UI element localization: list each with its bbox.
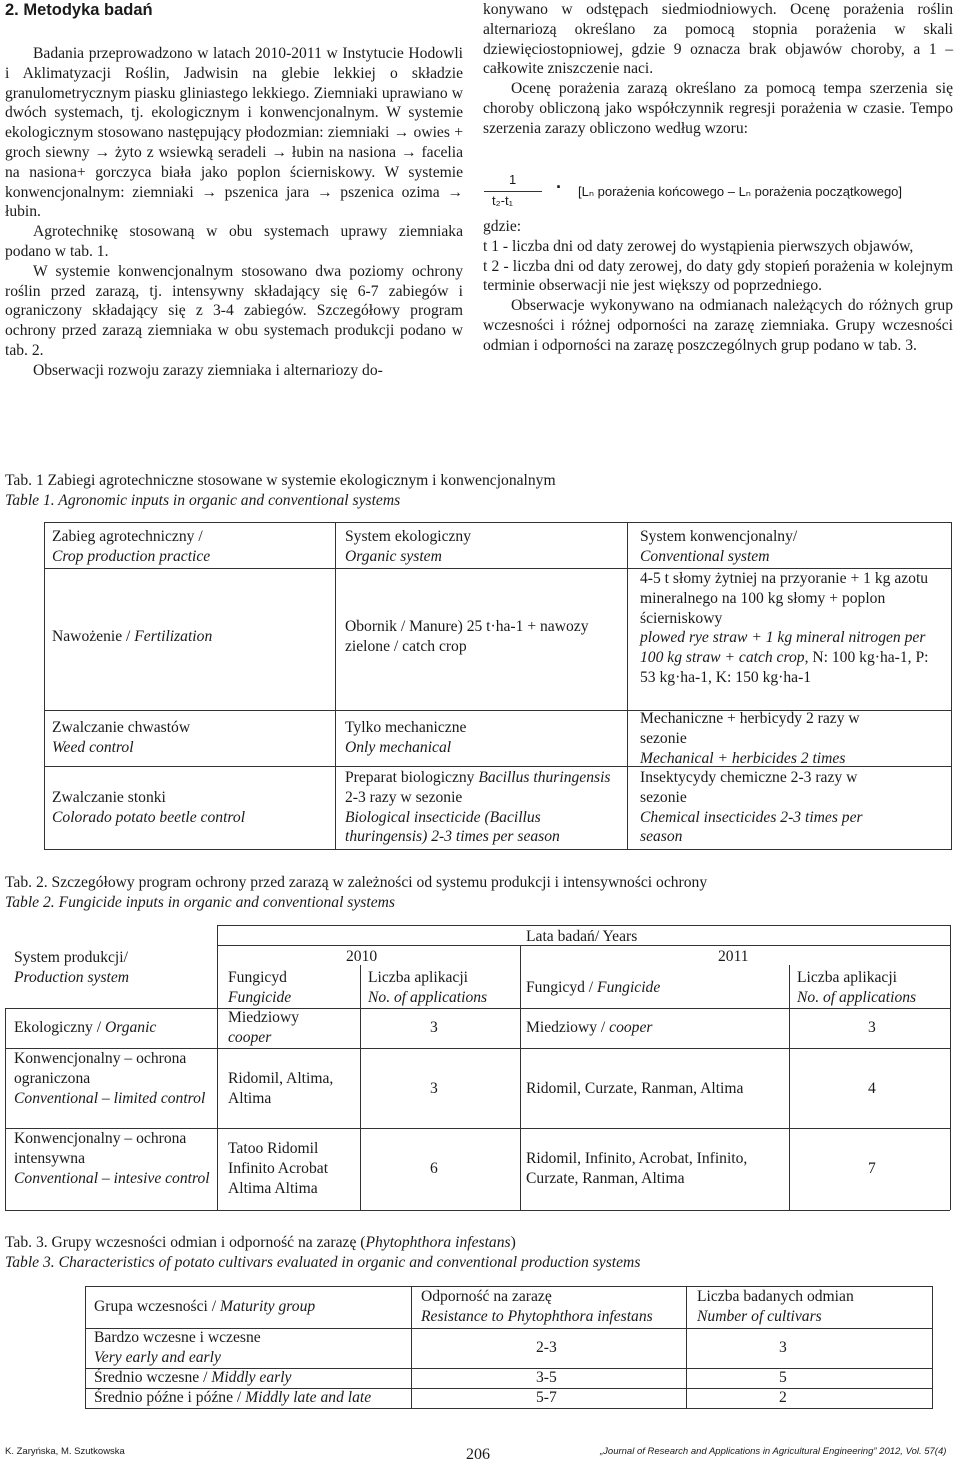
- tab2-row2-system: Konwencjonalny – ochrona ograniczona Conventional – limited control: [14, 1050, 206, 1107]
- tab1-fert-label: Nawożenie / Fertilization: [52, 628, 213, 645]
- tab1-caption-en: Table 1. Agronomic inputs in organic and conventional systems: [5, 491, 401, 509]
- tab1-fert-conv-npk: , N: 100 kg·ha-1, P: 53 kg·ha-1, K: 150 kg·ha-1: [640, 649, 929, 686]
- tab2-header-apps-2011: Liczba aplikacji No. of applications: [797, 969, 917, 1006]
- tab2-row3-apps-2010: 6: [430, 1160, 438, 1177]
- t2-definition: t 2 - liczba dni od daty zerowej, do daty gdy stopień porażenia w kolejnym terminie obserwacji nie jest większy od poprzedniego.: [483, 257, 953, 295]
- formula: [484, 172, 954, 212]
- tab3-row1-count: 3: [779, 1339, 787, 1356]
- tab1-h2-en: Organic system: [345, 547, 442, 565]
- tab3-row1-group: Bardzo wczesne i wczesne Very early and early: [94, 1329, 261, 1366]
- tab1-beetle-organic: Preparat biologiczny Bacillus thuringensis 2-3 razy w sezonie Biological insecticide (Bacillus thuringensis) 2-3 times per season: [345, 769, 611, 846]
- tab2-row3-apps-2011: 7: [868, 1160, 876, 1177]
- footer-journal: „Journal of Research and Applications in Agricultural Engineering” 2012, Vol. 57(4): [600, 1446, 947, 1457]
- paragraph-protection: W systemie konwencjonalnym stosowano dwa poziomy ochrony roślin przed zarazą, tj. intensywny składający się 6-7 zabiegów i ograniczony składający się z 3-4 zabiegów. Szczegółowy program ochrony przed zarazą ziemniaka w obu systemach produkcji podano w tab. 2.: [5, 262, 463, 359]
- tab1-fert-conventional: [640, 569, 940, 688]
- left-column: [5, 44, 463, 381]
- tab2-row2-fungicide-2011: Ridomil, Curzate, Ranman, Altima: [526, 1080, 744, 1097]
- tab2-row1-apps-2011: 3: [868, 1019, 876, 1036]
- tab1-fert-conv-en: plowed rye straw + 1 kg mineral nitrogen per 100 kg straw + catch crop: [640, 629, 926, 667]
- tab1-caption-pl: Tab. 1 Zabiegi agrotechniczne stosowane w systemie ekologicznym i konwencjonalnym: [5, 472, 556, 489]
- paragraph-blight-rate: Ocenę porażenia zarazą określano za pomocą tempa szerzenia się choroby obliczoną jako współczynnik regresji porażenia w czasie. Tempo szerzenia zarazy obliczono według wzoru:: [483, 80, 953, 137]
- footer-page-number: 206: [466, 1446, 490, 1463]
- tab2-row2-apps-2010: 3: [430, 1080, 438, 1097]
- tab2-caption-pl: Tab. 2. Szczegółowy program ochrony przed zarazą w zależności od systemu produkcji i intensywności ochrony: [5, 874, 708, 891]
- gdzie-label: gdzie:: [483, 218, 522, 235]
- tab3-header-resistance: Odporność na zarazę Resistance to Phytophthora infestans: [421, 1288, 653, 1325]
- tab2-row1-fungicide-2010: Miedziowy cooper: [228, 1009, 300, 1046]
- tab1-h3-en: Conventional system: [640, 547, 770, 565]
- tab1-h1-en: Crop production practice: [52, 547, 211, 565]
- tab3-row2-group: Średnio wczesne / Middly early: [94, 1369, 292, 1386]
- tab1-weed-organic: Tylko mechaniczne Only mechanical: [345, 719, 467, 756]
- tab1-beetle-conventional: Insektycydy chemiczne 2-3 razy w sezonie Chemical insecticides 2-3 times per season: [640, 769, 863, 846]
- tab1-fert-organic: Obornik / Manure) 25 t·ha-1 + nawozy zielone / catch crop: [345, 618, 589, 655]
- tab2-caption-en: Table 2. Fungicide inputs in organic and conventional systems: [5, 893, 395, 911]
- tab3-header-maturity: Grupa wczesności / Maturity group: [94, 1298, 316, 1315]
- tab1-caption: [5, 471, 955, 511]
- tab1-beetle-label: Zwalczanie stonki Colorado potato beetle control: [52, 789, 246, 826]
- tab3-row2-count: 5: [779, 1369, 787, 1386]
- tab2-row3-fungicide-2011: Ridomil, Infinito, Acrobat, Infinito, Curzate, Ranman, Altima: [526, 1150, 748, 1187]
- tab1-header-conventional: [640, 527, 950, 567]
- tab2-header-system: System produkcji/ Production system: [14, 949, 130, 986]
- paragraph-cultivars: Obserwacje wykonywano na odmianach należących do różnych grup wczesności i różnej odporności na zarazę ziemniaka. Grupy wczesności odmian i odporności na zarazę poszczególnych grup podano w tab. 3.: [483, 297, 953, 354]
- tab3-caption: [5, 1233, 955, 1273]
- right-column: [483, 0, 953, 139]
- tab2-header-fungicide-2011: Fungicyd / Fungicide: [526, 979, 661, 996]
- tab2-row2-fungicide-2010: Ridomil, Altima, Altima: [228, 1070, 334, 1107]
- tab2-row2-apps-2011: 4: [868, 1080, 876, 1097]
- tab1-h3-pl: System konwencjonalny/: [640, 528, 798, 545]
- tab3-header-cultivars: Liczba badanych odmian Number of cultivars: [697, 1288, 854, 1325]
- tab2-row1-apps-2010: 3: [430, 1019, 438, 1036]
- paragraph-methods: Badania przeprowadzono w latach 2010-2011 w Instytucie Hodowli i Aklimatyzacji Roślin, Jadwisin na glebie lekkiej o składzie granulometrycznym piasku gliniastego lekkiego. Ziemniaki uprawiano w dwóch systemach, tj. ekologicznym i konwencjonalnym. W systemie ekologicznym stosowano następujący płodozmian: ziemniaki → owies + groch siewny → żyto z wsiewką seradeli → łubin na nasiona → facelia na nasiona+ gorczyca biała jako poplon ścierniskowy. W systemie konwencjonalnym: ziemniaki → pszenica jara → pszenica ozima → łubin.: [5, 45, 463, 221]
- tab1-header-organic: [345, 527, 625, 567]
- tab2-row3-system: Konwencjonalny – ochrona intensywna Conventional – intesive control: [14, 1130, 210, 1187]
- tab3-row2-resistance: 3-5: [536, 1369, 557, 1386]
- tab2-years-label: Lata badań/ Years: [526, 928, 638, 945]
- section-heading: 2. Metodyka badań: [5, 1, 153, 19]
- formula-numerator: 1: [509, 172, 517, 187]
- tab3-row3-group: Średnio późne i późne / Middly late and late: [94, 1389, 372, 1406]
- tab1-h2-pl: System ekologiczny: [345, 528, 472, 545]
- footer-authors: K. Zaryńska, M. Szutkowska: [5, 1446, 125, 1457]
- formula-fraction-bar: [484, 191, 542, 192]
- formula-bracket: [Lₙ porażenia końcowego – Lₙ porażenia początkowego]: [578, 184, 903, 199]
- tab2-caption: [5, 873, 955, 913]
- tab1-h1-pl: Zabieg agrotechniczny /: [52, 528, 203, 545]
- tab1-header-practice: [52, 527, 332, 567]
- tab3-caption-en: Table 3. Characteristics of potato cultivars evaluated in organic and conventional production systems: [5, 1253, 641, 1271]
- paragraph-agrotech: Agrotechnikę stosowaną w obu systemach uprawy ziemniaka podano w tab. 1.: [5, 223, 463, 260]
- tab3-row3-resistance: 5-7: [536, 1389, 557, 1406]
- tab2-header-fungicide-2010: Fungicyd Fungicide: [228, 969, 292, 1006]
- tab2-year-2011: 2011: [718, 948, 749, 965]
- tab2-row1-system: Ekologiczny / Organic: [14, 1019, 157, 1036]
- tab1-weed-conventional: Mechaniczne + herbicydy 2 razy w sezonie Mechanical + herbicides 2 times: [640, 710, 860, 767]
- tab2-header-apps-2010: Liczba aplikacji No. of applications: [368, 969, 488, 1006]
- paragraph-observations: Obserwacji rozwoju zarazy ziemniaka i alternariozy do-: [33, 361, 383, 379]
- tab2-row3-fungicide-2010: Tatoo Ridomil Infinito Acrobat Altima Altima: [228, 1140, 329, 1197]
- tab2-row1-fungicide-2011: Miedziowy / cooper: [526, 1019, 653, 1036]
- tab1-fert-conv-pl: 4-5 t słomy żytniej na przyoranie + 1 kg azotu mineralnego na 100 kg słomy + poplon ścierniskowy: [640, 570, 929, 627]
- paragraph-alternaria: konywano w odstępach siedmiodniowych. Ocenę porażenia roślin alternariozą określano za pomocą stopnia porażenia w skali dziewięciostopniowej, gdzie 9 oznacza brak objawów choroby, a 1 – całkowite zniszczenie naci.: [483, 1, 953, 78]
- tab3-row3-count: 2: [779, 1389, 787, 1406]
- tab1-weed-label: Zwalczanie chwastów Weed control: [52, 719, 191, 756]
- formula-denominator: t₂-t₁: [492, 193, 513, 208]
- tab2-year-2010: 2010: [346, 948, 378, 965]
- right-column-defs: [483, 217, 953, 356]
- t1-definition: t 1 - liczba dni od daty zerowej do wystąpienia pierwszych objawów,: [483, 237, 914, 255]
- tab3-caption-pl: Tab. 3. Grupy wczesności odmian i odporność na zarazę (Phytophthora infestans): [5, 1234, 516, 1251]
- formula-dot: ·: [556, 177, 562, 197]
- tab3-row1-resistance: 2-3: [536, 1339, 557, 1356]
